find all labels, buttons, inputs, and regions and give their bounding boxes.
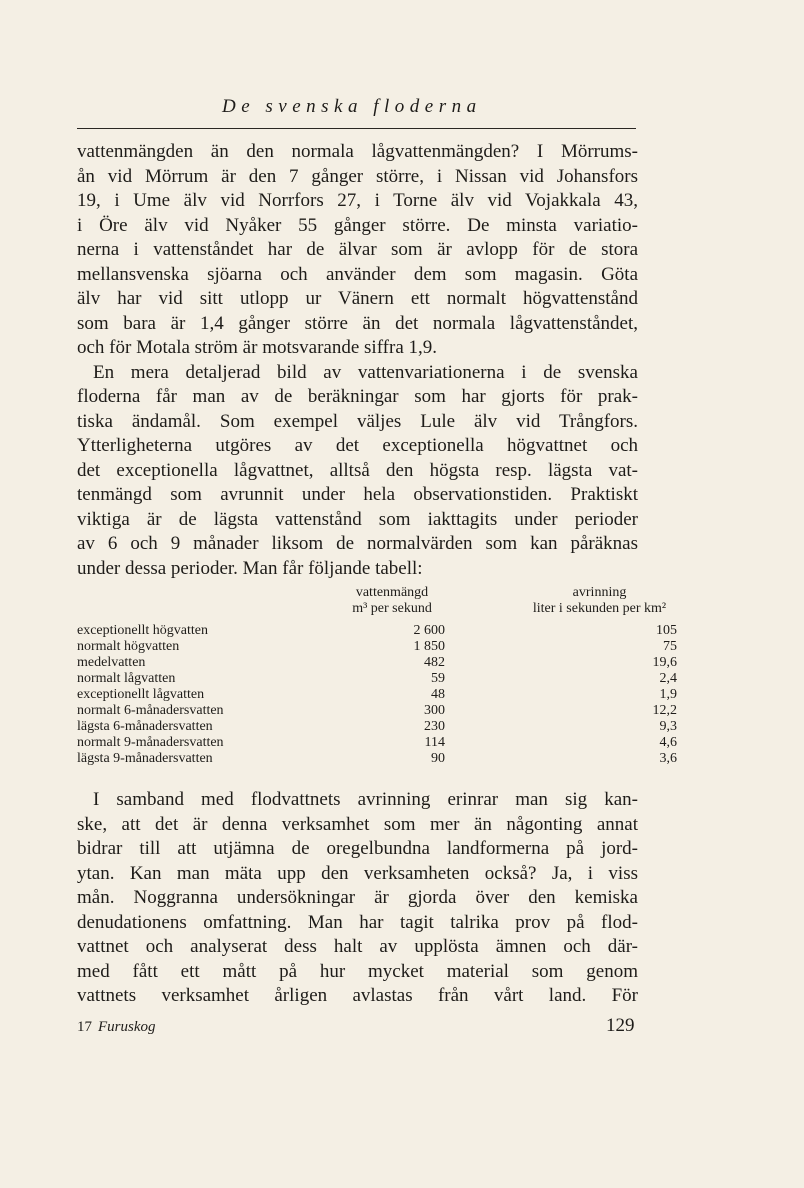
body-text-upper xyxy=(77,140,638,581)
header-rule xyxy=(77,128,636,129)
row-volume: 1 850 xyxy=(413,639,445,654)
text-line: viktiga är de lägsta vattenstånd som iakttagits under perioder xyxy=(77,508,638,530)
text-line: av 6 och 9 månader liksom de normalvärden som kan påräknas xyxy=(77,533,638,554)
row-runoff: 9,3 xyxy=(659,719,677,734)
row-runoff: 75 xyxy=(663,639,677,654)
text-line: älv har vid sitt utlopp ur Vänern ett normalt högvattenstånd xyxy=(77,288,638,309)
table-row xyxy=(77,671,712,687)
row-runoff: 19,6 xyxy=(652,655,677,670)
column-header-runoff: avrinning xyxy=(572,585,627,600)
discharge-table xyxy=(77,585,712,767)
text-line: i Öre älv vid Nyåker 55 gånger större. De minsta variatio- xyxy=(77,214,638,236)
text-line: som bara är 1,4 gånger större än det normala lågvattenståndet, xyxy=(77,312,638,334)
text-line: Ytterligheterna utgöres av det exceptionella högvattnet och xyxy=(77,435,638,456)
text-line: med fått ett mått på hur mycket material som genom xyxy=(77,960,638,982)
text-line: floderna får man av de beräkningar som har gjorts för prak- xyxy=(77,386,638,407)
row-runoff: 105 xyxy=(656,623,677,638)
row-label: lägsta 9-månadersvatten xyxy=(77,751,213,766)
row-label: normalt högvatten xyxy=(77,639,180,654)
text-line: ytan. Kan man mäta upp den verksamheten också? Ja, i viss xyxy=(77,862,638,884)
text-line: 19, i Ume älv vid Norrfors 27, i Torne älv vid Vojakkala 43, xyxy=(77,190,638,211)
row-label: lägsta 6-månadersvatten xyxy=(77,719,213,734)
row-runoff: 2,4 xyxy=(659,671,677,686)
row-label: normalt lågvatten xyxy=(77,671,176,686)
signature-mark xyxy=(77,1019,156,1036)
signature-title: Furuskog xyxy=(98,1019,156,1035)
text-line: det exceptionella lågvattnet, alltså den högsta resp. lägsta vat- xyxy=(77,459,638,481)
text-line: ån vid Mörrum är den 7 gånger större, i Nissan vid Johansfors xyxy=(77,165,638,187)
row-label: normalt 6-månadersvatten xyxy=(77,703,224,718)
row-runoff: 12,2 xyxy=(652,703,677,718)
text-line: tiska ändamål. Som exempel väljes Lule älv vid Trångfors. xyxy=(77,410,638,432)
table-row xyxy=(77,623,712,639)
table-row xyxy=(77,751,712,767)
row-volume: 482 xyxy=(424,655,445,670)
text-line: bidrar till att utjämna de oregelbundna landformerna på jord- xyxy=(77,838,638,859)
row-runoff: 1,9 xyxy=(659,687,677,702)
row-volume: 48 xyxy=(431,687,445,702)
table-row xyxy=(77,735,712,751)
row-label: exceptionellt lågvatten xyxy=(77,687,205,702)
row-volume: 2 600 xyxy=(413,623,445,638)
text-line: mellansvenska sjöarna och använder dem som magasin. Göta xyxy=(77,263,638,285)
row-volume: 90 xyxy=(431,751,445,766)
table-row xyxy=(77,703,712,719)
text-line: vattnets verksamhet årligen avlastas från vårt land. För xyxy=(77,985,638,1006)
text-line: En mera detaljerad bild av vattenvariationerna i de svenska xyxy=(93,361,638,383)
row-label: medelvatten xyxy=(77,655,146,670)
row-volume: 114 xyxy=(424,735,445,750)
row-runoff: 3,6 xyxy=(659,751,677,766)
table-row xyxy=(77,639,712,655)
text-line: denudationens omfattning. Man har tagit talrika prov på flod- xyxy=(77,911,638,933)
column-header-volume: vattenmängd xyxy=(355,585,429,600)
text-line: ske, att det är denna verksamhet som mer än någonting annat xyxy=(77,813,638,835)
text-line: under dessa perioder. Man får följande tabell: xyxy=(77,557,423,579)
page-number: 129 xyxy=(606,1015,635,1036)
table-row xyxy=(77,719,712,735)
table-row xyxy=(77,687,712,703)
signature-number: 17 xyxy=(77,1019,92,1035)
row-volume: 230 xyxy=(424,719,445,734)
row-volume: 59 xyxy=(431,671,445,686)
table-row xyxy=(77,655,712,671)
row-runoff: 4,6 xyxy=(659,735,677,750)
text-line: vattenmängden än den normala lågvattenmängden? I Mörrums- xyxy=(77,141,638,162)
text-line: mån. Noggranna undersökningar är gjorda över den kemiska xyxy=(77,887,638,908)
column-header-runoff-unit: liter i sekunden per km² xyxy=(532,601,667,616)
text-line: vattnet och analyserat dess halt av upplösta ämnen och där- xyxy=(77,936,638,957)
body-text-lower xyxy=(77,788,638,1009)
text-line: och för Motala ström är motsvarande siffra 1,9. xyxy=(77,337,438,358)
running-head: De svenska floderna xyxy=(222,96,482,117)
text-line: I samband med flodvattnets avrinning erinrar man sig kan- xyxy=(93,789,638,810)
row-label: exceptionellt högvatten xyxy=(77,623,209,638)
row-volume: 300 xyxy=(424,703,445,718)
row-label: normalt 9-månadersvatten xyxy=(77,735,224,750)
table-body xyxy=(77,623,712,767)
text-line: nerna i vattenståndet har de älvar som är avlopp för de stora xyxy=(77,239,638,260)
text-line: tenmängd som avrunnit under hela observationstiden. Praktiskt xyxy=(77,484,638,505)
column-header-volume-unit: m³ per sekund xyxy=(352,601,432,616)
